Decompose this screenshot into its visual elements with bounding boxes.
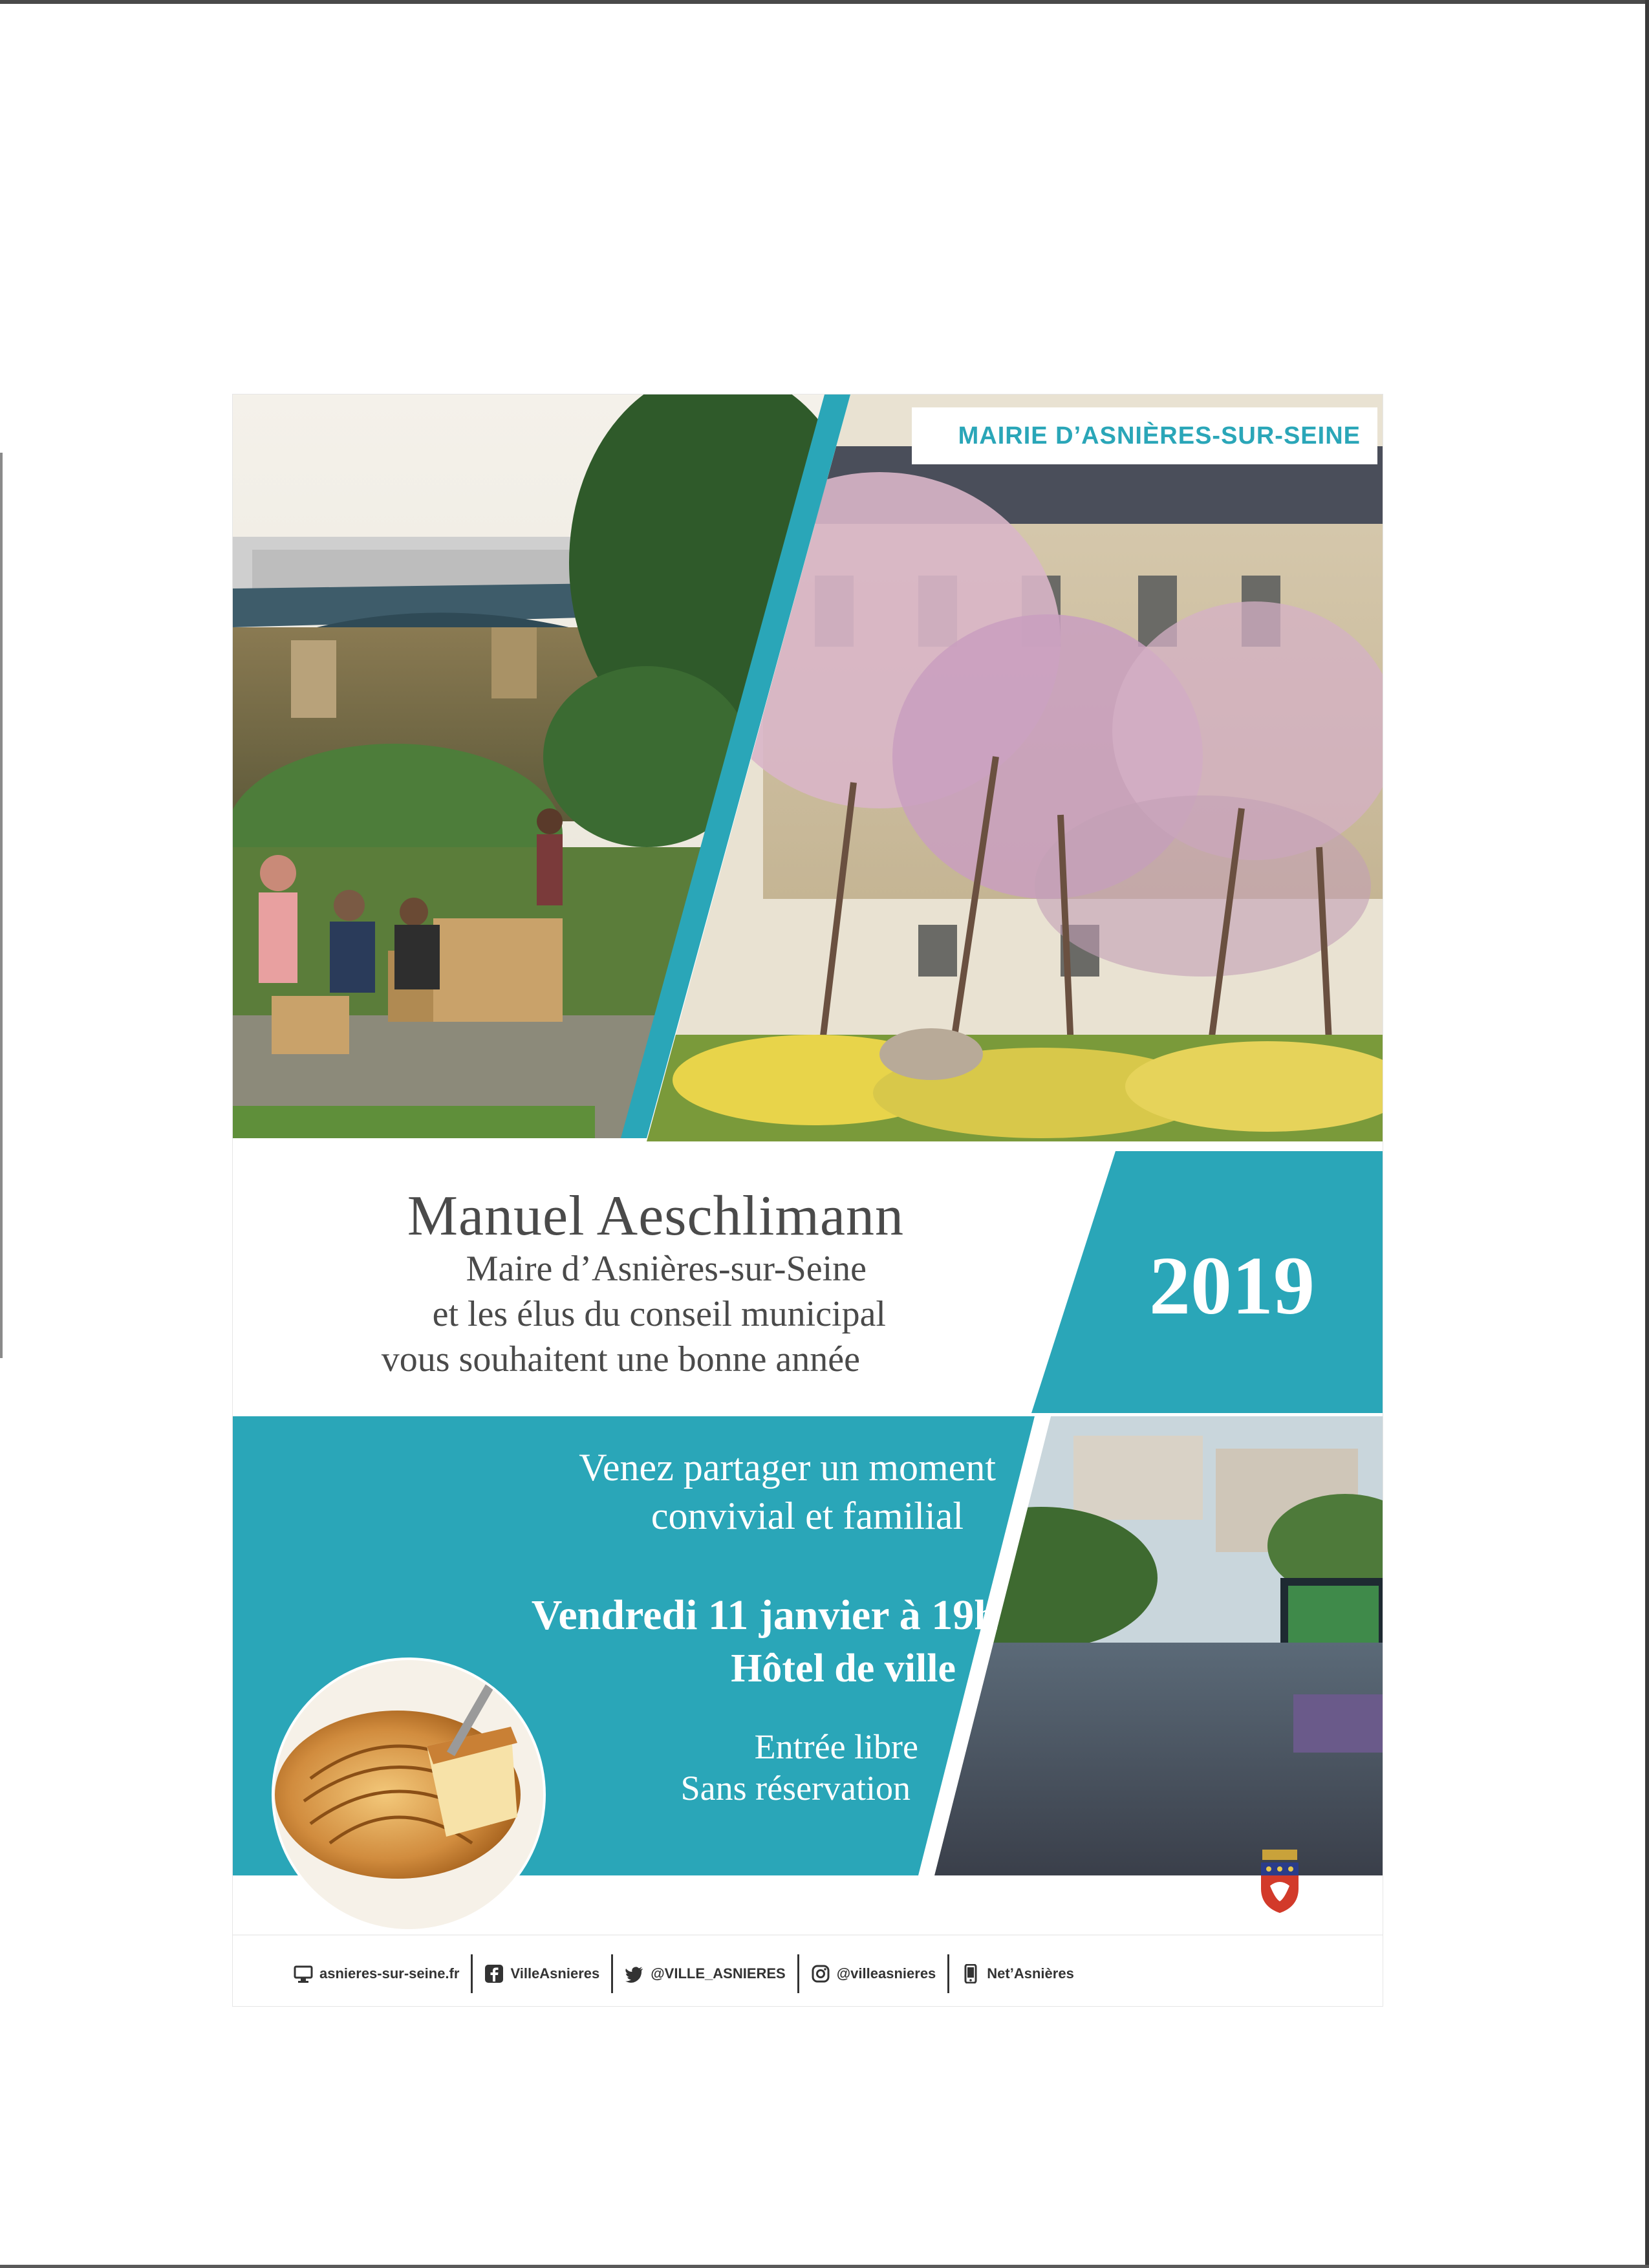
instagram-icon bbox=[811, 1964, 830, 1983]
event-venue: Hôtel de ville bbox=[731, 1647, 956, 1690]
entry-free: Entrée libre bbox=[754, 1727, 918, 1766]
footer-app[interactable] bbox=[947, 1954, 1086, 1993]
event-date: Vendredi 11 janvier à 19h bbox=[531, 1592, 998, 1639]
flyer bbox=[233, 394, 1383, 2006]
twitter-icon bbox=[625, 1964, 644, 1983]
brand-box bbox=[912, 407, 1377, 464]
footer-website[interactable] bbox=[282, 1954, 471, 1993]
footer-instagram[interactable] bbox=[797, 1954, 948, 1993]
monitor-icon bbox=[294, 1964, 313, 1983]
website-label: asnieres-sur-seine.fr bbox=[319, 1965, 460, 1982]
footer-facebook[interactable] bbox=[471, 1954, 611, 1993]
city-crest-icon bbox=[1258, 1850, 1301, 1914]
mayor-name: Manuel Aeschlimann bbox=[407, 1185, 904, 1247]
scan-edge-bottom bbox=[0, 2265, 1649, 2268]
wishes-line: vous souhaitent une bonne année bbox=[381, 1339, 860, 1379]
phone-icon bbox=[961, 1964, 980, 1983]
facebook-label: VilleAsnieres bbox=[510, 1965, 600, 1982]
year-label: 2019 bbox=[1149, 1240, 1315, 1332]
facebook-icon bbox=[484, 1964, 504, 1983]
invitation-line-1: Venez partager un moment bbox=[579, 1446, 996, 1489]
no-reservation: Sans réservation bbox=[680, 1769, 911, 1808]
brand-title: MAIRIE D’ASNIÈRES-SUR-SEINE bbox=[958, 422, 1361, 449]
scan-edge-right bbox=[1645, 0, 1649, 2268]
footer-twitter[interactable] bbox=[611, 1954, 797, 1993]
scan-edge-top bbox=[0, 0, 1649, 4]
mayor-title: Maire d’Asnières-sur-Seine bbox=[466, 1249, 867, 1289]
scan-edge-left bbox=[0, 453, 3, 1358]
twitter-label: @VILLE_ASNIERES bbox=[651, 1965, 786, 1982]
app-label: Net’Asnières bbox=[987, 1965, 1074, 1982]
invitation-line-2: convivial et familial bbox=[651, 1495, 964, 1537]
instagram-label: @villeasnieres bbox=[836, 1965, 936, 1982]
footer-social-bar bbox=[282, 1954, 1086, 1993]
council-line: et les élus du conseil municipal bbox=[432, 1294, 886, 1334]
